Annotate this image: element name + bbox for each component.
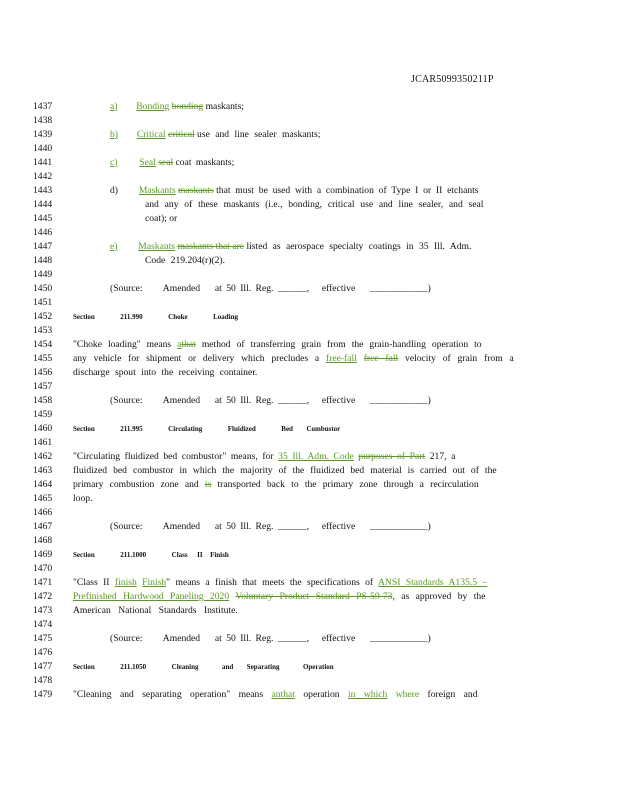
item-letter: c) [110,157,118,168]
item-b [110,130,320,140]
line-number: 1455 [33,353,53,364]
section-heading: Section 211.995 Circulating Fluidized Bed Combustor [73,425,341,433]
line-number: 1470 [33,563,53,574]
line-number: 1445 [33,213,53,224]
inserted-text: that [280,689,295,700]
deleted-text: that [181,339,196,350]
item-text: maskants; [205,101,244,112]
line-number: 1440 [33,143,53,154]
item-text: coat maskants; [175,157,235,168]
item-text: use and line sealer maskants; [197,129,321,140]
deleted-text: maskants [178,185,214,196]
item-d-line2: and any of these maskants (i.e., bonding, critical use and line sealer, and seal [145,199,484,210]
line-number: 1474 [33,619,53,630]
line-number: 1475 [33,633,53,644]
line-number: 1477 [33,661,53,672]
line-number: 1479 [33,689,53,700]
paragraph-line: Prefinished Hardwood Paneling 2020 Voluntary Product Standard PS-59-73, as approved by the [73,591,486,602]
line-number: 1441 [33,157,53,168]
line-number: 1478 [33,675,53,686]
line-number: 1459 [33,409,53,420]
source-reg: at 50 Ill. Reg. [214,283,274,294]
section-heading: Section 211.1000 Class II Finish [73,551,229,559]
line-number: 1449 [33,269,53,280]
paragraph-line: "Choke loading" means athat method of transferring grain from the grain-handling operation to [73,339,482,350]
line-number: 1465 [33,493,53,504]
line-number: 1438 [33,115,53,126]
line-number: 1472 [33,591,53,602]
line-number: 1456 [33,367,53,378]
deleted-text: bonding [171,101,204,112]
source-note: (Source: Amended at 50 Ill. Reg. ______, effective ____________) [110,521,431,532]
deleted-text: Finish [142,577,167,588]
line-number: 1467 [33,521,53,532]
source-note: (Source: Amended at 50 Ill. Reg. ______, effective ____________) [110,283,431,294]
item-letter: b) [110,129,118,140]
section-heading: Section 211.1050 Cleaning and Separating Operation [73,663,334,671]
inserted-text: Prefinished Hardwood Paneling 2020 [73,591,230,602]
line-number: 1452 [33,311,53,322]
inserted-text: a [177,339,182,350]
inserted-text: Maskants [138,241,176,252]
document-id: JCAR5099350211P [411,74,494,85]
inserted-text: finish [114,577,137,588]
deleted-text: is [204,479,212,490]
paragraph-line: "Cleaning and separating operation" means anthat operation in which where foreign and [73,689,478,700]
section-heading: Section 211.990 Choke Loading [73,313,239,321]
line-number: 1448 [33,255,53,266]
line-number: 1451 [33,297,53,308]
paragraph-line: any vehicle for shipment or delivery which precludes a free-fall free fall velocity of grain from a [73,353,514,364]
paragraph-line: discharge spout into the receiving container. [73,367,258,378]
inserted-text: ANSI Standards A135.5 – [378,577,488,588]
source-note: (Source: Amended at 50 Ill. Reg. ______, effective ____________) [110,395,431,406]
item-letter: e) [110,241,118,252]
source-blank: ______ [277,283,307,294]
paragraph-line: "Circulating fluidized bed combustor" means, for 35 Ill. Adm. Code purposes of Part 217, a [73,451,456,462]
line-number: 1442 [33,171,53,182]
source-blank: ____________ [370,283,428,294]
inserted-text: Maskants [138,185,176,196]
item-text: listed as aerospace specialty coatings in 35 Ill. Adm. [246,241,472,252]
line-number: 1461 [33,437,53,448]
line-number: 1473 [33,605,53,616]
line-number: 1454 [33,339,53,350]
line-number: 1444 [33,199,53,210]
line-number: 1457 [33,381,53,392]
line-number: 1471 [33,577,53,588]
deleted-text: free fall [363,353,399,364]
item-a [110,102,244,112]
item-letter: a) [110,101,118,112]
line-number: 1469 [33,549,53,560]
deleted-text: maskants that are [177,241,245,252]
source-prefix: (Source: [110,283,143,294]
line-number: 1443 [33,185,53,196]
inserted-text: an [271,689,281,700]
inserted-text: Critical [136,129,166,140]
line-number: 1439 [33,129,53,140]
line-number: 1450 [33,283,53,294]
paragraph-line: primary combustion zone and is transported back to the primary zone through a recirculation [73,479,479,490]
line-number: 1466 [33,507,53,518]
line-number: 1468 [33,535,53,546]
source-note: (Source: Amended at 50 Ill. Reg. ______, effective ____________) [110,633,431,644]
item-d [110,186,479,196]
line-number: 1463 [33,465,53,476]
item-e-line2: Code 219.204(r)(2). [145,255,225,266]
deleted-text: seal [158,157,174,168]
line-number: 1446 [33,227,53,238]
deleted-text: purposes of Part [358,451,426,462]
item-text: that must be used with a combination of Type I or II etchants [216,185,479,196]
line-number: 1464 [33,479,53,490]
item-e [110,242,471,252]
inserted-text: in which [347,689,388,700]
paragraph-line: "Class II finish Finish" means a finish that meets the specifications of ANSI Standards A135.5 – [73,577,488,588]
line-number: 1453 [33,325,53,336]
inserted-text: 35 Ill. Adm. Code [278,451,354,462]
item-letter: d) [110,185,118,196]
line-number: 1462 [33,451,53,462]
inserted-text: Bonding [136,101,170,112]
paragraph-line: fluidized bed combustor in which the majority of the fluidized bed material is carried out of the [73,465,497,476]
line-number: 1458 [33,395,53,406]
line-number: 1476 [33,647,53,658]
deleted-text: critical [168,129,195,140]
inserted-text: free-fall [326,353,357,364]
line-number: 1460 [33,423,53,434]
inserted-text: Seal [139,157,156,168]
deleted-text: Voluntary Product Standard PS-59-73 [235,591,393,602]
paragraph-line: loop. [73,493,93,504]
source-amended: Amended [162,283,201,294]
paragraph-line: American National Standards Institute. [73,605,238,616]
item-d-line3: coat); or [145,213,178,224]
deleted-text: where [395,689,420,700]
item-c [110,158,234,168]
line-number: 1447 [33,241,53,252]
source-effective: effective [321,283,356,294]
line-number: 1437 [33,101,53,112]
